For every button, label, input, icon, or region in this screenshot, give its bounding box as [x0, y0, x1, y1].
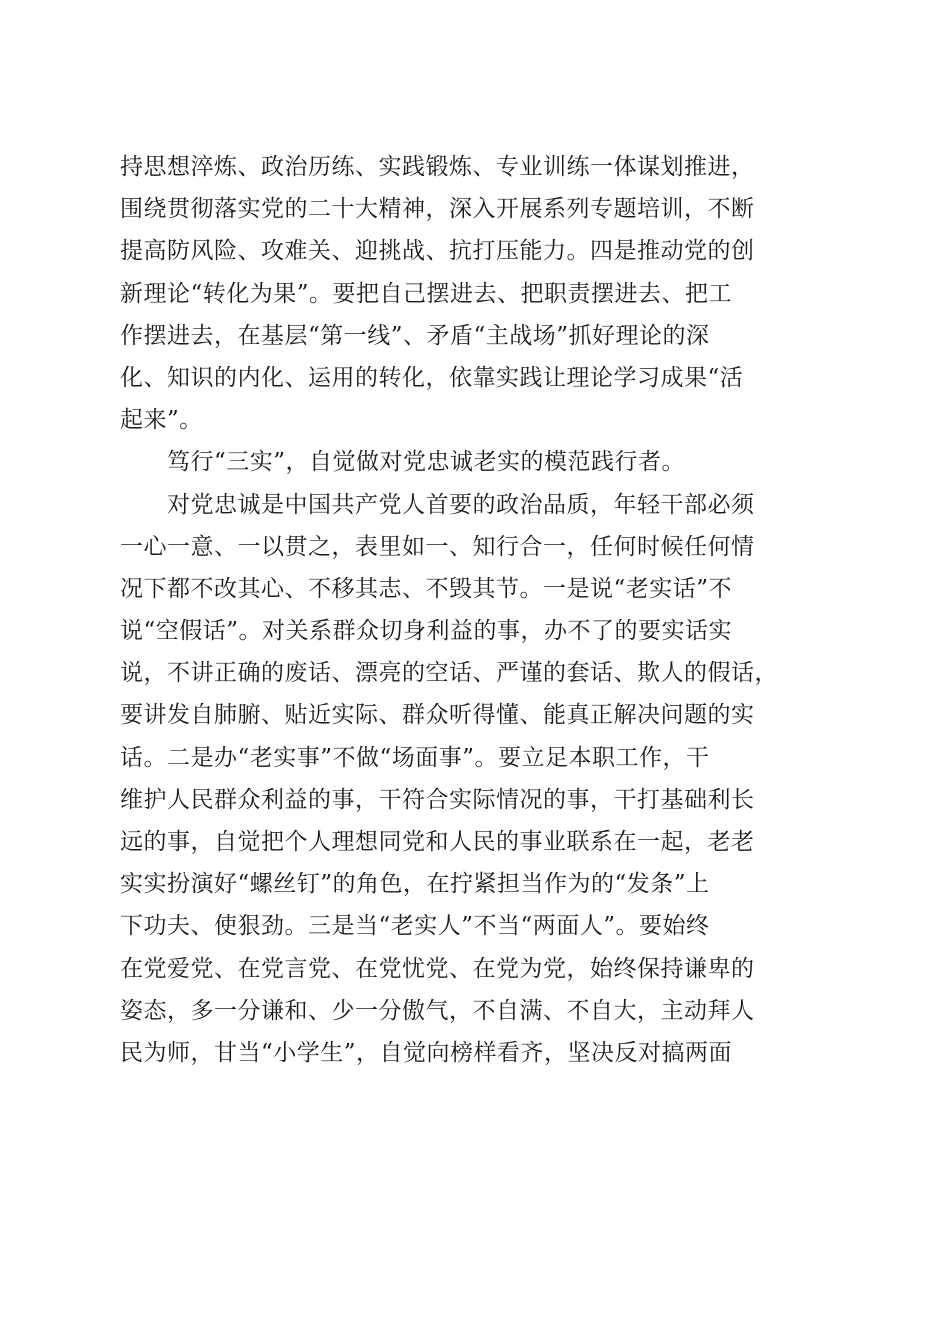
text-line: 况下都不改其心、不移其志、不毁其节。一是说“老实话”不	[120, 575, 733, 602]
text-line: 维护人民群众利益的事，干符合实际情况的事，干打基础利长	[120, 786, 755, 813]
text-line: 提高防风险、攻难关、迎挑战、抗打压能力。四是推动党的创	[120, 238, 755, 265]
text-line: 说“空假话”。对关系群众切身利益的事，办不了的要实话实	[120, 618, 733, 645]
text-line: 作摆进去，在基层“第一线”、矛盾“主战场”抓好理论的深	[120, 322, 710, 349]
text-line: 话。二是办“老实事”不做“场面事”。要立足本职工作，干	[120, 744, 710, 771]
text-line: 实实扮演好“螺丝钉”的角色，在拧紧担当作为的“发条”上	[120, 871, 710, 898]
text-line: 民为师，甘当“小学生”，自觉向榜样看齐，坚决反对搞两面	[120, 1039, 733, 1066]
text-line: 一心一意、一以贯之，表里如一、知行合一，任何时候任何情	[120, 533, 755, 560]
text-line: 围绕贯彻落实党的二十大精神，深入开展系列专题培训，不断	[120, 196, 755, 223]
text-line: 下功夫、使狠劲。三是当“老实人”不当“两面人”。要始终	[120, 913, 710, 940]
text-line: 持思想淬炼、政治历练、实践锻炼、专业训练一体谋划推进，	[120, 154, 755, 180]
text-line: 新理论“转化为果”。要把自己摆进去、把职责摆进去、把工	[120, 280, 733, 307]
text-line: 起来”。	[120, 407, 203, 434]
text-line: 远的事，自觉把个人理想同党和人民的事业联系在一起，老老	[120, 829, 755, 855]
text-line: 要讲发自肺腑、贴近实际、群众听得懂、能真正解决问题的实	[120, 702, 755, 729]
text-line: 在党爱党、在党言党、在党忧党、在党为党，始终保持谦卑的	[120, 955, 755, 982]
text-line: 对党忠诚是中国共产党人首要的政治品质，年轻干部必须	[120, 491, 755, 518]
text-line: 化、知识的内化、运用的转化，依靠实践让理论学习成果“活	[120, 364, 744, 391]
text-line: 说，不讲正确的废话、漂亮的空话、严谨的套话、欺人的假话，	[120, 660, 778, 687]
text-line: 姿态，多一分谦和、少一分傲气，不自满、不自大，主动拜人	[120, 997, 755, 1024]
section-heading: 笃行“三实”，自觉做对党忠诚老实的模范践行者。	[120, 449, 686, 476]
document-page	[120, 146, 830, 1074]
